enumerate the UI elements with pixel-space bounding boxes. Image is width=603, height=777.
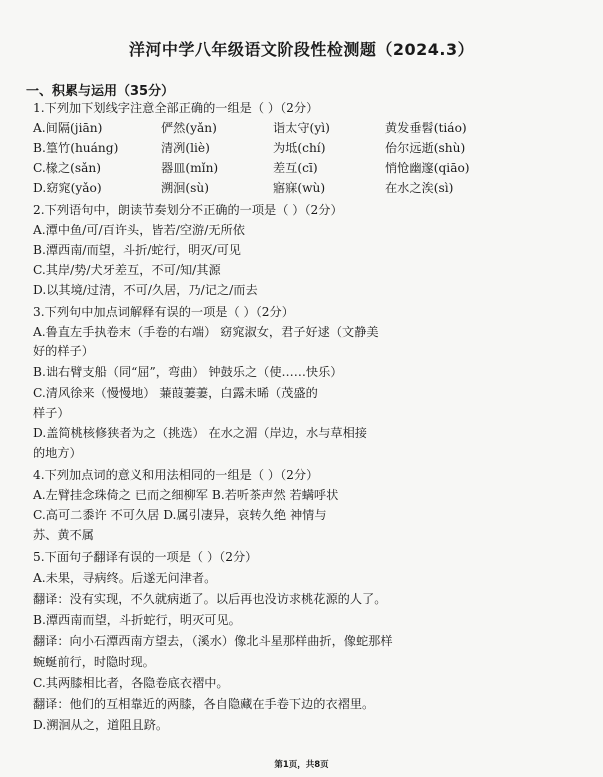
q1-cell: 寤寐(wù) — [273, 181, 326, 195]
q1-cell: 黄发垂髫(tiáo) — [385, 121, 467, 135]
page-footer: 第1页，共8页 — [274, 760, 329, 770]
q1-cell: 为坻(chí) — [273, 141, 326, 155]
q1-cell: 俨然(yǎn) — [161, 121, 217, 135]
q2-option: B.潭西南/而望，斗折/蛇行，明灭/可见 — [33, 243, 241, 257]
q5-line: 蜿蜒前行，时隐时现。 — [33, 655, 155, 669]
q3-line: D.盖简桃核修狭者为之（挑选） 在水之湄（岸边，水与草相接 — [33, 426, 367, 440]
q4-stem: 4.下列加点词的意义和用法相同的一组是（ ）（2分） — [33, 468, 319, 482]
q1-cell: 诣太守(yì) — [273, 121, 330, 135]
q1-cell: D.窈窕(yǎo) — [33, 181, 102, 195]
q2-option: C.其岸/势/犬牙差互，不可/知/其源 — [33, 263, 221, 277]
q5-line: B.潭西南而望，斗折蛇行，明灭可见。 — [33, 613, 241, 627]
q1-cell: 佁尔远逝(shù) — [385, 141, 466, 155]
q2-option: D.以其境/过清，不可/久居，乃/记之/而去 — [33, 283, 258, 297]
q1-cell: A.间隔(jiān) — [33, 121, 103, 135]
q5-line: C.其两膝相比者，各隐卷底衣褶中。 — [33, 676, 229, 690]
q1-cell: 在水之涘(sì) — [385, 181, 454, 195]
page-title: 洋河中学八年级语文阶段性检测题（2024.3） — [128, 40, 475, 59]
q1-cell: 溯洄(sù) — [161, 181, 209, 195]
q5-line: A.未果，寻病终。后遂无问津者。 — [33, 571, 217, 585]
q5-stem: 5.下面句子翻译有误的一项是（ ）（2分） — [33, 550, 258, 564]
q1-cell: 清冽(liè) — [161, 141, 210, 155]
q4-line: A.左臂挂念珠倚之 已而之细柳军 B.若听茶声然 若螨呼状 — [33, 488, 339, 502]
q1-cell: 悄怆幽邃(qiāo) — [385, 161, 470, 175]
q1-cell: 器皿(mǐn) — [161, 161, 219, 175]
q3-line: 样子） — [33, 406, 70, 420]
q1-cell: C.椽之(sǎn) — [33, 161, 102, 175]
q4-line: C.高可二黍许 不可久居 D.属引凄异，哀转久绝 神情与 — [33, 508, 327, 522]
q3-line: 好的样子） — [33, 344, 94, 358]
q1-cell: 差互(cī) — [273, 161, 318, 175]
q5-line: D.溯洄从之，道阻且跻。 — [33, 718, 169, 732]
q5-line: 翻译：向小石潭西南方望去，（溪水）像北斗星那样曲折，像蛇那样 — [33, 634, 393, 648]
q4-line: 苏、黄不属 — [33, 528, 94, 542]
q2-stem: 2.下列语句中，朗读节奏划分不正确的一项是（ ）（2分） — [33, 203, 343, 217]
q5-line: 翻译：他们的互相靠近的两膝，各自隐藏在手卷下边的衣褶里。 — [33, 697, 375, 711]
q2-option: A.潭中鱼/可/百许头，皆若/空游/无所依 — [33, 223, 245, 237]
q1-stem: 1.下列加下划线字注意全部正确的一组是（ ）（2分） — [33, 101, 319, 115]
q3-line: 的地方） — [33, 446, 82, 460]
q1-cell: B.篁竹(huáng) — [33, 141, 119, 155]
q5-line: 翻译：没有实现，不久就病逝了。以后再也没访求桃花源的人了。 — [33, 592, 387, 606]
q3-stem: 3.下列句中加点词解释有误的一项是（ ）（2分） — [33, 305, 294, 319]
q3-line: B.诎右臂支船（同“屈”，弯曲） 钟鼓乐之（使……快乐） — [33, 365, 343, 379]
q3-line: C.清风徐来（慢慢地） 蒹葭萋萋，白露未晞（茂盛的 — [33, 386, 318, 400]
q3-line: A.鲁直左手执卷末（手卷的右端） 窈窕淑女，君子好逑（文静美 — [33, 325, 379, 339]
section-heading: 一、积累与运用（35分） — [26, 84, 175, 99]
